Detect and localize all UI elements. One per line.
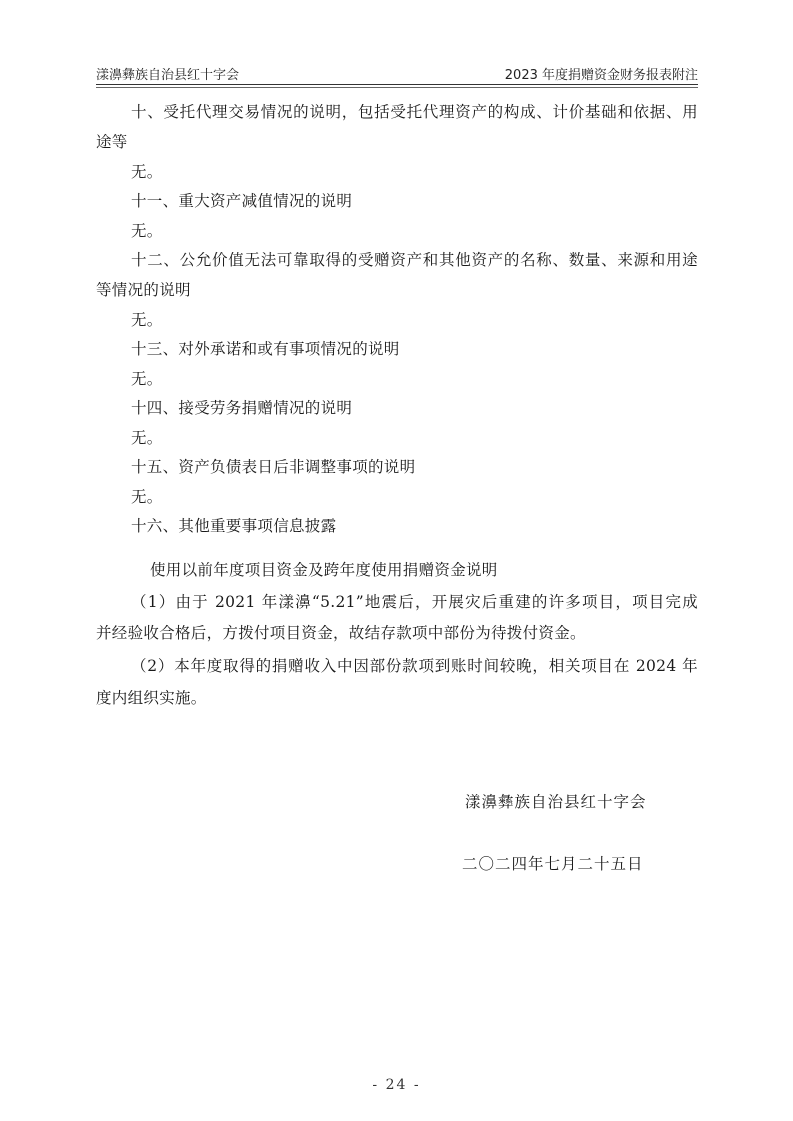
header-report-title: 2023 年度捐赠资金财务报表附注	[504, 68, 698, 83]
section-16-heading: 十六、其他重要事项信息披露	[131, 517, 337, 535]
paragraph-2-line2: 度内组织实施。	[96, 689, 207, 707]
page-header	[96, 62, 698, 84]
paragraph-1-line2: 并经验收合格后，方拨付项目资金，故结存款项中部份为待拨付资金。	[96, 624, 586, 642]
page-number: - 24 -	[372, 1077, 421, 1093]
section-12-heading-line1: 十二、公允价值无法可靠取得的受赠资产和其他资产的名称、数量、来源和用途	[131, 251, 698, 269]
paragraph-2-line1: （2）本年度取得的捐赠收入中因部份款项到账时间较晚，相关项目在 2024 年	[131, 657, 698, 675]
signature-organization: 漾濞彝族自治县红十字会	[465, 793, 647, 811]
section-11-answer: 无。	[131, 222, 163, 240]
section-13-heading: 十三、对外承诺和或有事项情况的说明	[131, 340, 400, 358]
section-14-heading: 十四、接受劳务捐赠情况的说明	[131, 399, 353, 417]
paragraph-1-line1: （1）由于 2021 年漾濞“5.21”地震后，开展灾后重建的许多项目，项目完成	[131, 593, 698, 611]
section-15-heading: 十五、资产负债表日后非调整事项的说明	[131, 458, 416, 476]
section-12-heading-line2: 等情况的说明	[96, 281, 191, 299]
section-12-answer: 无。	[131, 311, 163, 329]
subsection-title: 使用以前年度项目资金及跨年度使用捐赠资金说明	[150, 561, 498, 579]
section-10-heading-line1: 十、受托代理交易情况的说明，包括受托代理资产的构成、计价基础和依据、用	[131, 103, 698, 121]
section-11-heading: 十一、重大资产减值情况的说明	[131, 192, 353, 210]
section-10-heading-line2: 途等	[96, 133, 128, 151]
section-13-answer: 无。	[131, 370, 163, 388]
section-10-answer: 无。	[131, 163, 163, 181]
header-divider-secondary	[96, 87, 698, 88]
header-divider	[96, 84, 698, 85]
header-organization: 漾濞彝族自治县红十字会	[96, 68, 240, 83]
signature-date: 二〇二四年七月二十五日	[462, 855, 644, 873]
section-15-answer: 无。	[131, 488, 163, 506]
section-14-answer: 无。	[131, 429, 163, 447]
